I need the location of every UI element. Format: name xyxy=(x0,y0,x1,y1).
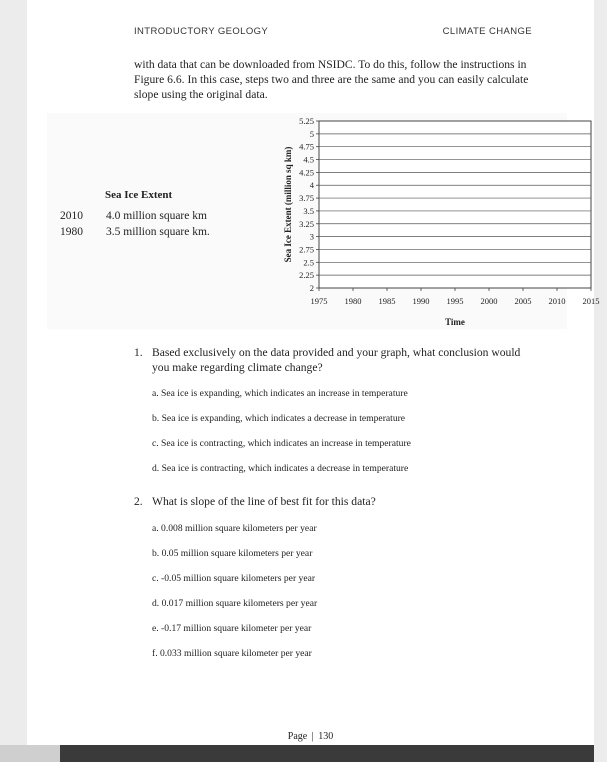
y-tick-label: 4 xyxy=(309,180,314,191)
y-tick-label: 5.25 xyxy=(299,116,314,126)
running-header-right: CLIMATE CHANGE xyxy=(442,26,532,37)
x-tick-label: 2000 xyxy=(480,296,498,306)
y-tick-label: 5 xyxy=(309,128,314,139)
question-text: Based exclusively on the data provided and your graph, what conclusion would you make regarding climate change? xyxy=(152,346,521,374)
page-number-value: 130 xyxy=(318,731,334,742)
answer-option: c. -0.05 million square kilometers per year xyxy=(152,573,316,584)
x-axis-label: Time xyxy=(445,317,465,327)
data-table-row xyxy=(60,210,207,222)
answer-option: b. Sea ice is expanding, which indicates a decrease in temperature xyxy=(152,413,406,424)
y-tick-label: 3.25 xyxy=(299,218,314,229)
y-tick-label: 3 xyxy=(309,231,314,242)
x-tick-label: 2015 xyxy=(582,296,600,306)
answer-option: d. Sea ice is contracting, which indicates a decrease in temperature xyxy=(152,463,409,474)
document-page xyxy=(27,0,600,745)
question-number: 1. xyxy=(134,346,143,359)
viewer-bottom-edge-light xyxy=(0,745,60,762)
x-tick-label: 2005 xyxy=(514,296,532,306)
data-table-value: 4.0 million square km xyxy=(106,210,207,222)
page-label: Page xyxy=(287,731,308,742)
y-tick-label: 2 xyxy=(309,283,314,293)
data-table-year: 1980 xyxy=(60,226,83,238)
intro-paragraph: with data that can be downloaded from NSIDC. To do this, follow the instructions in Figure 6.6. In this case, steps two and three are the same and you can easily calculate slope using the original data. xyxy=(134,58,529,101)
question-1 xyxy=(134,345,544,375)
y-tick-label: 3.5 xyxy=(303,205,314,216)
question-text: What is slope of the line of best fit for this data? xyxy=(152,495,376,508)
data-table-title: Sea Ice Extent xyxy=(105,189,173,201)
answer-option: a. Sea ice is expanding, which indicates an increase in temperature xyxy=(152,388,408,399)
y-tick-label: 4.25 xyxy=(299,167,314,178)
plot-area xyxy=(319,121,591,288)
y-tick-label: 2.5 xyxy=(303,257,314,268)
question-2 xyxy=(134,494,544,509)
answer-option: d. 0.017 million square kilometers per year xyxy=(152,598,318,609)
y-tick-label: 2.25 xyxy=(299,270,314,281)
y-tick-label: 3.75 xyxy=(299,193,314,204)
running-header-left: INTRODUCTORY GEOLOGY xyxy=(134,26,269,37)
answer-option: e. -0.17 million square kilometer per year xyxy=(152,623,312,634)
y-tick-label: 4.5 xyxy=(303,154,314,165)
x-tick-label: 1975 xyxy=(310,296,328,306)
viewer-bottom-edge xyxy=(0,745,594,762)
x-tick-label: 1985 xyxy=(378,296,396,306)
data-table-row xyxy=(60,226,210,238)
page-separator: | xyxy=(311,731,314,742)
y-axis-label: Sea Ice Extent (million sq km) xyxy=(283,146,293,263)
y-tick-label: 4.75 xyxy=(299,141,314,152)
x-tick-label: 1995 xyxy=(446,296,464,306)
question-number: 2. xyxy=(134,495,143,508)
answer-option: a. 0.008 million square kilometers per year xyxy=(152,523,317,534)
answer-option: f. 0.033 million square kilometer per year xyxy=(152,648,312,659)
answer-option: c. Sea ice is contracting, which indicates an increase in temperature xyxy=(152,438,411,449)
sea-ice-chart xyxy=(277,113,607,333)
y-tick-label: 2.75 xyxy=(299,244,314,255)
data-table-value: 3.5 million square km. xyxy=(106,226,210,238)
answer-option: b. 0.05 million square kilometers per year xyxy=(152,548,313,559)
x-tick-label: 2010 xyxy=(548,296,566,306)
x-tick-label: 1990 xyxy=(412,296,430,306)
page-number xyxy=(27,731,594,742)
data-table-year: 2010 xyxy=(60,210,83,222)
x-tick-label: 1980 xyxy=(344,296,362,306)
